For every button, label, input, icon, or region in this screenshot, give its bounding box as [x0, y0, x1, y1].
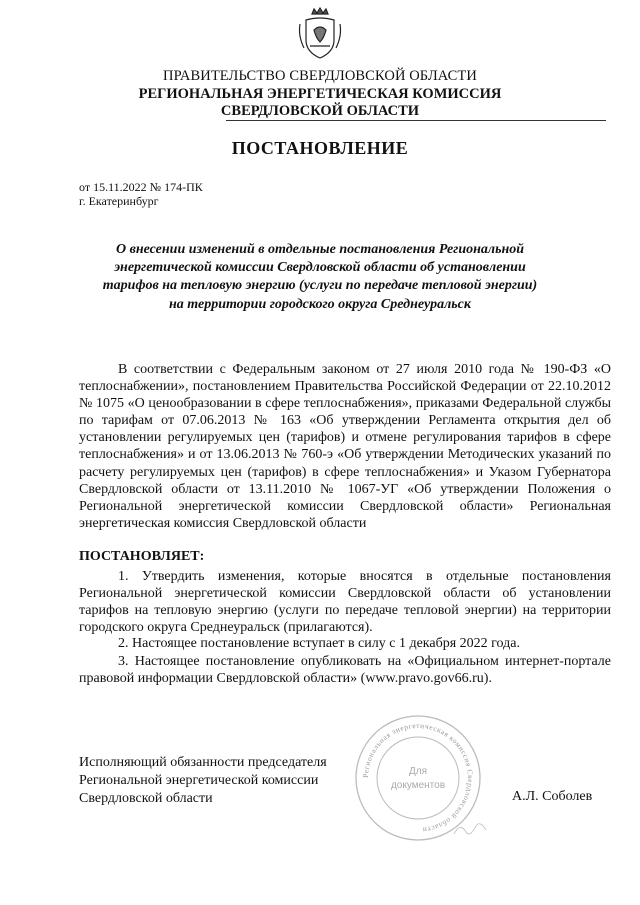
signer-position: Исполняющий обязанности председателя Региональной энергетической комиссии Свердловской области — [79, 755, 327, 806]
item-2-paragraph: 2. Настоящее постановление вступает в силу с 1 декабря 2022 года. — [118, 636, 520, 651]
resolve-heading: ПОСТАНОВЛЯЕТ: — [79, 549, 205, 564]
stamp-ring-text: Региональная энергетическая комиссия Свердловской области — [360, 720, 476, 835]
document-subject: О внесении изменений в отдельные постановления Региональной энергетической комиссии Свердловской области об установлении тарифов на тепловую энергию (услуги по передаче тепловой энергии) на территории городского округа Среднеуральск — [102, 242, 538, 312]
document-date-number: от 15.11.2022 № 174-ПК — [79, 180, 203, 194]
government-name: ПРАВИТЕЛЬСТВО СВЕРДЛОВСКОЙ ОБЛАСТИ — [163, 68, 477, 84]
document-city: г. Екатеринбург — [79, 194, 159, 208]
region-name: СВЕРДЛОВСКОЙ ОБЛАСТИ — [220, 103, 420, 119]
preamble-paragraph: В соответствии с Федеральным законом от 27 июля 2010 года № 190-ФЗ «О теплоснабжении», постановлением Правительства Российской Федерации от 22.10.2012 № 1075 «О ценообразовании в сфере теплоснабжения», приказами Федеральной службы по тарифам от 07.06.2013 № 163 «Об утверждении Регламента открытия дел об установлении регулируемых цен (тарифов) и отмене регулирования тарифов в сфере теплоснабжения» и от 13.06.2013 № 760-э «Об утверждении Методических указаний по расчету регулируемых цен (тарифов) в сфере теплоснабжения» и Указом Губернатора Свердловской области от 13.11.2010 № 1067-УГ «Об утверждении Положения о Региональной энергетической комиссии Свердловской области» Региональная энергетическая комиссия Свердловской области — [79, 362, 611, 531]
coat-of-arms-emblem — [296, 6, 344, 62]
item-3-paragraph: 3. Настоящее постановление опубликовать на «Официальном интернет-портале правовой информации Свердловской области» (www.pravo.gov66.ru). — [79, 654, 611, 687]
stamp-center-line1: Для — [408, 766, 428, 777]
header-divider — [226, 120, 606, 121]
document-type-title: ПОСТАНОВЛЕНИЕ — [231, 138, 409, 158]
item-1-paragraph: 1. Утвердить изменения, которые вносятся в отдельные постановления Региональной энергетической комиссии Свердловской области об установлении тарифов на тепловую энергию (услуги по передаче тепловой энергии) на территории городского округа Среднеуральск (прилагаются). — [79, 569, 611, 636]
stamp-center-line2: документов — [390, 780, 446, 791]
signer-name: А.Л. Соболев — [512, 789, 593, 804]
commission-name: РЕГИОНАЛЬНАЯ ЭНЕРГЕТИЧЕСКАЯ КОМИССИЯ — [138, 86, 502, 102]
handwritten-signature — [450, 818, 490, 842]
